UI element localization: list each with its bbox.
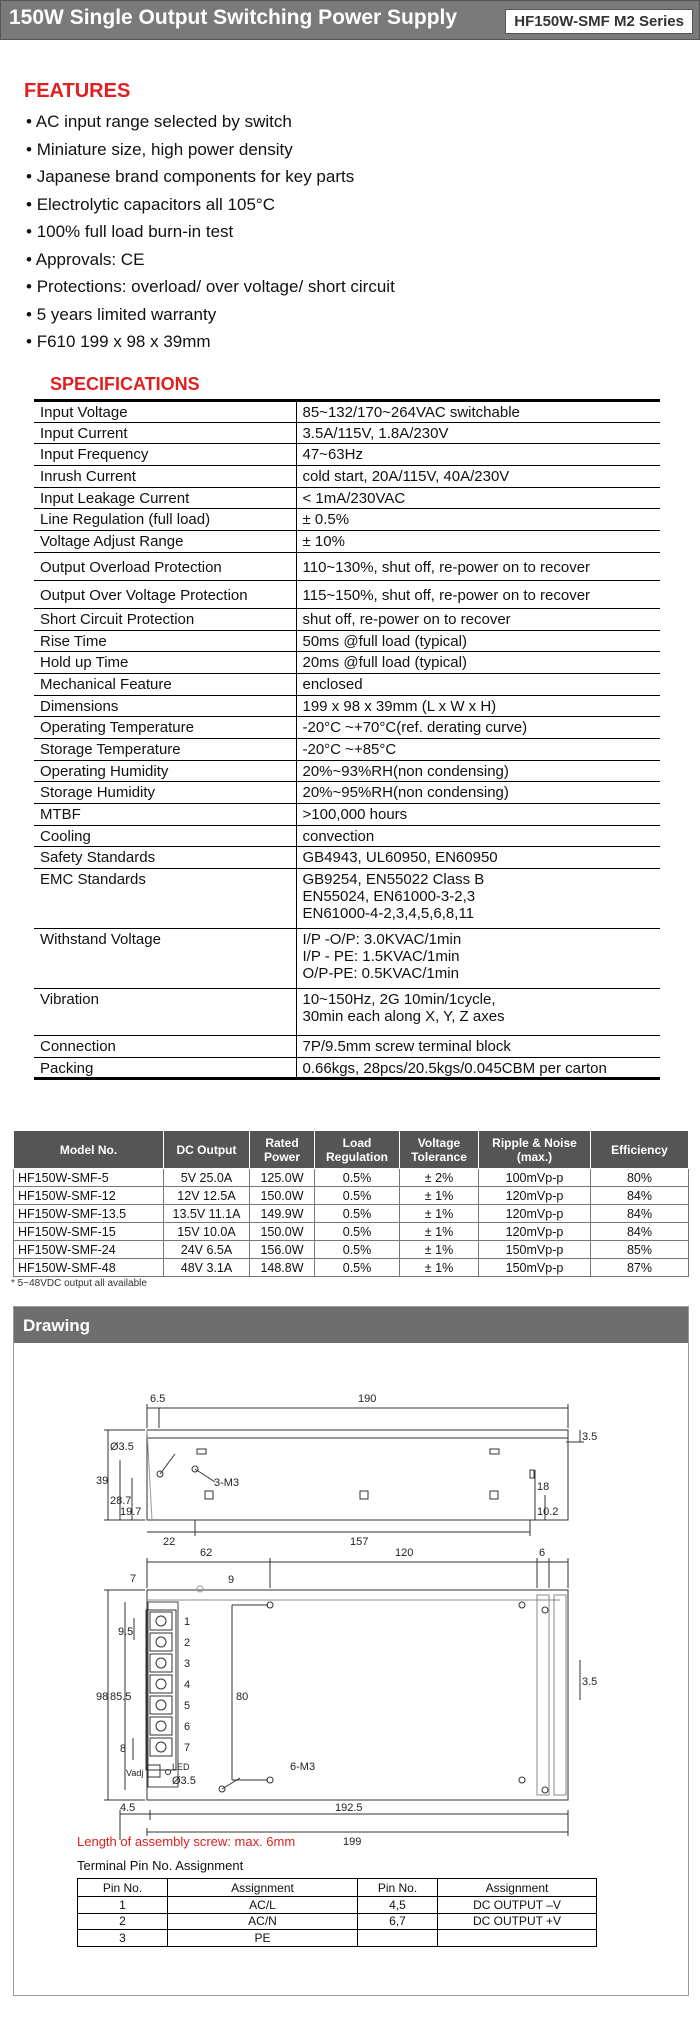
model-cell: ± 1%: [400, 1259, 479, 1277]
dim-18: 18: [537, 1481, 550, 1493]
model-cell: 24V 6.5A: [164, 1241, 250, 1259]
model-cell: 12V 12.5A: [164, 1187, 250, 1205]
model-cell: HF150W-SMF-15: [14, 1223, 164, 1241]
dim-62: 62: [200, 1547, 213, 1559]
spec-label: Mechanical Feature: [34, 673, 296, 695]
spec-label: Line Regulation (full load): [34, 509, 296, 531]
dim-6-m3: 6-M3: [290, 1761, 316, 1773]
terminal-number: 7: [184, 1742, 191, 1754]
model-cell: 0.5%: [315, 1259, 400, 1277]
spec-row: [34, 825, 660, 847]
model-cell: 15V 10.0A: [164, 1223, 250, 1241]
feature-item: • F610 199 x 98 x 39mm: [26, 328, 395, 356]
pin-cell: DC OUTPUT +V: [438, 1913, 597, 1930]
dim-4-5: 4.5: [120, 1802, 136, 1814]
dim-157: 157: [350, 1536, 369, 1548]
model-cell: 0.5%: [315, 1241, 400, 1259]
spec-row: [34, 782, 660, 804]
model-cell: ± 1%: [400, 1223, 479, 1241]
col-voltage-tolerance: Voltage Tolerance: [400, 1131, 479, 1169]
col-ripple-noise: Ripple & Noise (max.): [479, 1131, 591, 1169]
model-cell: 5V 25.0A: [164, 1169, 250, 1187]
model-cell: 120mVp-p: [479, 1223, 591, 1241]
spec-label: Hold up Time: [34, 652, 296, 674]
feature-item: • 100% full load burn-in test: [26, 218, 395, 246]
dim-10-2: 10.2: [537, 1506, 559, 1518]
terminal-screw: [150, 1696, 172, 1714]
pin-header-cell: Pin No.: [78, 1879, 168, 1897]
spec-row: [34, 847, 660, 869]
model-cell: 84%: [591, 1205, 689, 1223]
dim-8: 8: [120, 1743, 127, 1755]
spec-value: -20°C ~+70°C(ref. derating curve): [296, 717, 660, 739]
pin-cell: PE: [168, 1930, 358, 1947]
spec-row: [34, 630, 660, 652]
pin-header-cell: Assignment: [168, 1879, 358, 1897]
model-cell: 0.5%: [315, 1223, 400, 1241]
dim-3-5-b: 3.5: [582, 1676, 598, 1688]
dim-192-5: 192.5: [335, 1802, 363, 1814]
spec-value: 0.66kgs, 28pcs/20.5kgs/0.045CBM per carton: [296, 1057, 660, 1079]
spec-label: Storage Temperature: [34, 738, 296, 760]
model-row: [14, 1169, 689, 1187]
terminal-screw-head: [156, 1700, 166, 1710]
dim-85-5: 85.5: [110, 1691, 132, 1703]
specifications-heading: SPECIFICATIONS: [50, 374, 200, 394]
spec-value: ± 10%: [296, 531, 660, 553]
spec-label: Safety Standards: [34, 847, 296, 869]
col-load-regulation: Load Regulation: [315, 1131, 400, 1169]
pin-cell: 1: [78, 1897, 168, 1914]
spec-value: 50ms @full load (typical): [296, 630, 660, 652]
features-heading: FEATURES: [24, 80, 131, 102]
model-row: [14, 1241, 689, 1259]
dim-7: 7: [130, 1573, 137, 1585]
dim-199: 199: [343, 1836, 362, 1848]
spec-value: 47~63Hz: [296, 444, 660, 466]
spec-row: [34, 929, 660, 989]
spec-label: EMC Standards: [34, 869, 296, 929]
model-table: [13, 1130, 689, 1277]
feature-item: • Miniature size, high power density: [26, 136, 395, 164]
spec-label: Connection: [34, 1036, 296, 1058]
pin-cell: [358, 1930, 438, 1947]
spec-value: 10~150Hz, 2G 10min/1cycle, 30min each along X, Y, Z axes: [296, 989, 660, 1036]
spec-value: 85~132/170~264VAC switchable: [296, 401, 660, 423]
dim-3-5: 3.5: [582, 1431, 598, 1443]
led-label: LED: [172, 1762, 190, 1772]
dim-120: 120: [395, 1547, 414, 1559]
dim-dia-3-5: Ø3.5: [110, 1441, 134, 1453]
model-cell: 148.8W: [250, 1259, 315, 1277]
col-dc-output: DC Output: [164, 1131, 250, 1169]
spec-label: Inrush Current: [34, 466, 296, 488]
model-cell: 0.5%: [315, 1205, 400, 1223]
pin-row: [78, 1897, 597, 1914]
spec-label: Operating Temperature: [34, 717, 296, 739]
model-cell: 150mVp-p: [479, 1259, 591, 1277]
spec-label: Output Overload Protection: [34, 552, 296, 580]
spec-row: [34, 1036, 660, 1058]
dim-6-5: 6.5: [150, 1393, 166, 1405]
terminal-number: 6: [184, 1721, 191, 1733]
spec-label: Dimensions: [34, 695, 296, 717]
spec-label: Withstand Voltage: [34, 929, 296, 989]
spec-label: Input Frequency: [34, 444, 296, 466]
model-cell: ± 1%: [400, 1187, 479, 1205]
spec-value: ± 0.5%: [296, 509, 660, 531]
terminal-number: 4: [184, 1679, 191, 1691]
side-view-outline: [147, 1430, 568, 1520]
spec-row: [34, 509, 660, 531]
spec-label: Input Voltage: [34, 401, 296, 423]
terminal-screw: [150, 1654, 172, 1672]
model-cell: 13.5V 11.1A: [164, 1205, 250, 1223]
spec-row: [34, 580, 660, 608]
model-cell: 150.0W: [250, 1223, 315, 1241]
model-cell: 150mVp-p: [479, 1241, 591, 1259]
pin-cell: AC/L: [168, 1897, 358, 1914]
pin-row: [78, 1930, 597, 1947]
spec-row: [34, 466, 660, 488]
pin-cell: 2: [78, 1913, 168, 1930]
col-rated-power: Rated Power: [250, 1131, 315, 1169]
model-cell: 150.0W: [250, 1187, 315, 1205]
terminal-screw: [150, 1738, 172, 1756]
drawing-heading: Drawing: [14, 1307, 688, 1343]
spec-row: [34, 1057, 660, 1079]
dim-22: 22: [163, 1536, 176, 1548]
spec-value: I/P -O/P: 3.0KVAC/1min I/P - PE: 1.5KVAC/1min O/P-PE: 0.5KVAC/1min: [296, 929, 660, 989]
spec-label: Voltage Adjust Range: [34, 531, 296, 553]
model-cell: 0.5%: [315, 1169, 400, 1187]
spec-row: [34, 422, 660, 444]
spec-value: enclosed: [296, 673, 660, 695]
spec-value: cold start, 20A/115V, 40A/230V: [296, 466, 660, 488]
dim-9: 9: [228, 1574, 235, 1586]
feature-item: • AC input range selected by switch: [26, 108, 395, 136]
model-cell: 87%: [591, 1259, 689, 1277]
terminal-number: 1: [184, 1616, 191, 1628]
spec-label: Packing: [34, 1057, 296, 1079]
model-row: [14, 1223, 689, 1241]
terminal-screw-head: [156, 1742, 166, 1752]
terminal-screw: [150, 1612, 172, 1630]
feature-item: • Electrolytic capacitors all 105°C: [26, 191, 395, 219]
spec-row: [34, 531, 660, 553]
dim-3-m3: 3-M3: [214, 1477, 240, 1489]
dim-6: 6: [539, 1547, 546, 1559]
spec-label: Storage Humidity: [34, 782, 296, 804]
spec-row: [34, 695, 660, 717]
terminal-screw: [150, 1717, 172, 1735]
model-cell: 84%: [591, 1187, 689, 1205]
model-cell: 120mVp-p: [479, 1205, 591, 1223]
spec-value: 115~150%, shut off, re-power on to recover: [296, 580, 660, 608]
pin-cell: 6,7: [358, 1913, 438, 1930]
terminal-number: 5: [184, 1700, 191, 1712]
assembly-screw-note: Length of assembly screw: max. 6mm: [77, 1834, 296, 1849]
model-cell: 156.0W: [250, 1241, 315, 1259]
spec-row: [34, 760, 660, 782]
spec-value: >100,000 hours: [296, 804, 660, 826]
pin-header-cell: Pin No.: [358, 1879, 438, 1897]
spec-row: [34, 401, 660, 423]
model-row: [14, 1205, 689, 1223]
terminal-screw-head: [156, 1637, 166, 1647]
model-cell: HF150W-SMF-5: [14, 1169, 164, 1187]
model-cell: 120mVp-p: [479, 1187, 591, 1205]
spec-value: 3.5A/115V, 1.8A/230V: [296, 422, 660, 444]
pin-assignment-title: Terminal Pin No. Assignment: [77, 1858, 244, 1873]
model-cell: HF150W-SMF-48: [14, 1259, 164, 1277]
spec-label: Operating Humidity: [34, 760, 296, 782]
model-cell: 149.9W: [250, 1205, 315, 1223]
model-cell: 48V 3.1A: [164, 1259, 250, 1277]
spec-label: MTBF: [34, 804, 296, 826]
model-cell: 80%: [591, 1169, 689, 1187]
spec-value: 110~130%, shut off, re-power on to recover: [296, 552, 660, 580]
col-model-no: Model No.: [14, 1131, 164, 1169]
features-list: [26, 108, 395, 356]
model-cell: ± 1%: [400, 1205, 479, 1223]
feature-item: • Japanese brand components for key parts: [26, 163, 395, 191]
spec-row: [34, 717, 660, 739]
model-row: [14, 1187, 689, 1205]
top-view-outline: [147, 1590, 568, 1800]
spec-row: [34, 673, 660, 695]
terminal-screw: [150, 1675, 172, 1693]
page-title: 150W Single Output Switching Power Supply: [9, 6, 458, 29]
model-cell: 85%: [591, 1241, 689, 1259]
spec-value: 20%~93%RH(non condensing): [296, 760, 660, 782]
model-table-header: [14, 1131, 689, 1169]
spec-value: shut off, re-power on to recover: [296, 608, 660, 630]
spec-label: Short Circuit Protection: [34, 608, 296, 630]
spec-value: GB9254, EN55022 Class B EN55024, EN61000-3-2,3 EN61000-4-2,3,4,5,6,8,11: [296, 869, 660, 929]
spec-value: 7P/9.5mm screw terminal block: [296, 1036, 660, 1058]
terminal-number: 3: [184, 1658, 191, 1670]
pin-row: [78, 1913, 597, 1930]
model-cell: 0.5%: [315, 1187, 400, 1205]
spec-value: convection: [296, 825, 660, 847]
model-cell: 84%: [591, 1223, 689, 1241]
spec-value: 199 x 98 x 39mm (L x W x H): [296, 695, 660, 717]
pin-cell: 3: [78, 1930, 168, 1947]
pin-cell: 4,5: [358, 1897, 438, 1914]
model-cell: 125.0W: [250, 1169, 315, 1187]
terminal-number: 2: [184, 1637, 191, 1649]
model-cell: 100mVp-p: [479, 1169, 591, 1187]
pin-cell: AC/N: [168, 1913, 358, 1930]
dim-98: 98: [96, 1691, 109, 1703]
dim-28-7: 28.7: [110, 1495, 132, 1507]
vadj-label: Vadj: [126, 1768, 144, 1778]
spec-row: [34, 487, 660, 509]
series-badge: HF150W-SMF M2 Series: [505, 9, 693, 34]
feature-item: • Protections: overload/ over voltage/ short circuit: [26, 273, 395, 301]
model-cell: HF150W-SMF-12: [14, 1187, 164, 1205]
model-cell: ± 2%: [400, 1169, 479, 1187]
dim-39: 39: [96, 1475, 109, 1487]
dim-dia-3-5-b: Ø3.5: [172, 1775, 196, 1787]
pin-cell: [438, 1930, 597, 1947]
terminal-screw: [150, 1633, 172, 1651]
spec-row: [34, 652, 660, 674]
spec-label: Input Current: [34, 422, 296, 444]
spec-row: [34, 989, 660, 1036]
spec-label: Cooling: [34, 825, 296, 847]
spec-value: 20%~95%RH(non condensing): [296, 782, 660, 804]
spec-value: GB4943, UL60950, EN60950: [296, 847, 660, 869]
pin-header-row: [78, 1879, 597, 1897]
dim-19-7: 19.7: [120, 1506, 142, 1518]
pin-header-cell: Assignment: [438, 1879, 597, 1897]
spec-label: Vibration: [34, 989, 296, 1036]
spec-label: Output Over Voltage Protection: [34, 580, 296, 608]
model-row: [14, 1259, 689, 1277]
spec-value: -20°C ~+85°C: [296, 738, 660, 760]
model-note: * 5~48VDC output all available: [11, 1278, 147, 1289]
spec-row: [34, 804, 660, 826]
spec-label: Rise Time: [34, 630, 296, 652]
spec-row: [34, 608, 660, 630]
specifications-table: [34, 399, 660, 1080]
model-cell: HF150W-SMF-24: [14, 1241, 164, 1259]
dim-80: 80: [236, 1691, 249, 1703]
dim-190: 190: [358, 1393, 377, 1405]
header-bar: [0, 0, 700, 40]
spec-row: [34, 552, 660, 580]
spec-row: [34, 738, 660, 760]
terminal-screw-head: [156, 1679, 166, 1689]
model-cell: HF150W-SMF-13.5: [14, 1205, 164, 1223]
spec-value: < 1mA/230VAC: [296, 487, 660, 509]
spec-row: [34, 869, 660, 929]
terminal-screw-head: [156, 1658, 166, 1668]
spec-value: 20ms @full load (typical): [296, 652, 660, 674]
dim-9-5: 9.5: [118, 1626, 134, 1638]
col-efficiency: Efficiency: [591, 1131, 689, 1169]
terminal-screw-head: [156, 1721, 166, 1731]
model-cell: ± 1%: [400, 1241, 479, 1259]
pin-assignment-table: [77, 1878, 597, 1947]
feature-item: • Approvals: CE: [26, 246, 395, 274]
feature-item: • 5 years limited warranty: [26, 301, 395, 329]
pin-cell: DC OUTPUT –V: [438, 1897, 597, 1914]
terminal-screw-head: [156, 1616, 166, 1626]
spec-row: [34, 444, 660, 466]
spec-label: Input Leakage Current: [34, 487, 296, 509]
